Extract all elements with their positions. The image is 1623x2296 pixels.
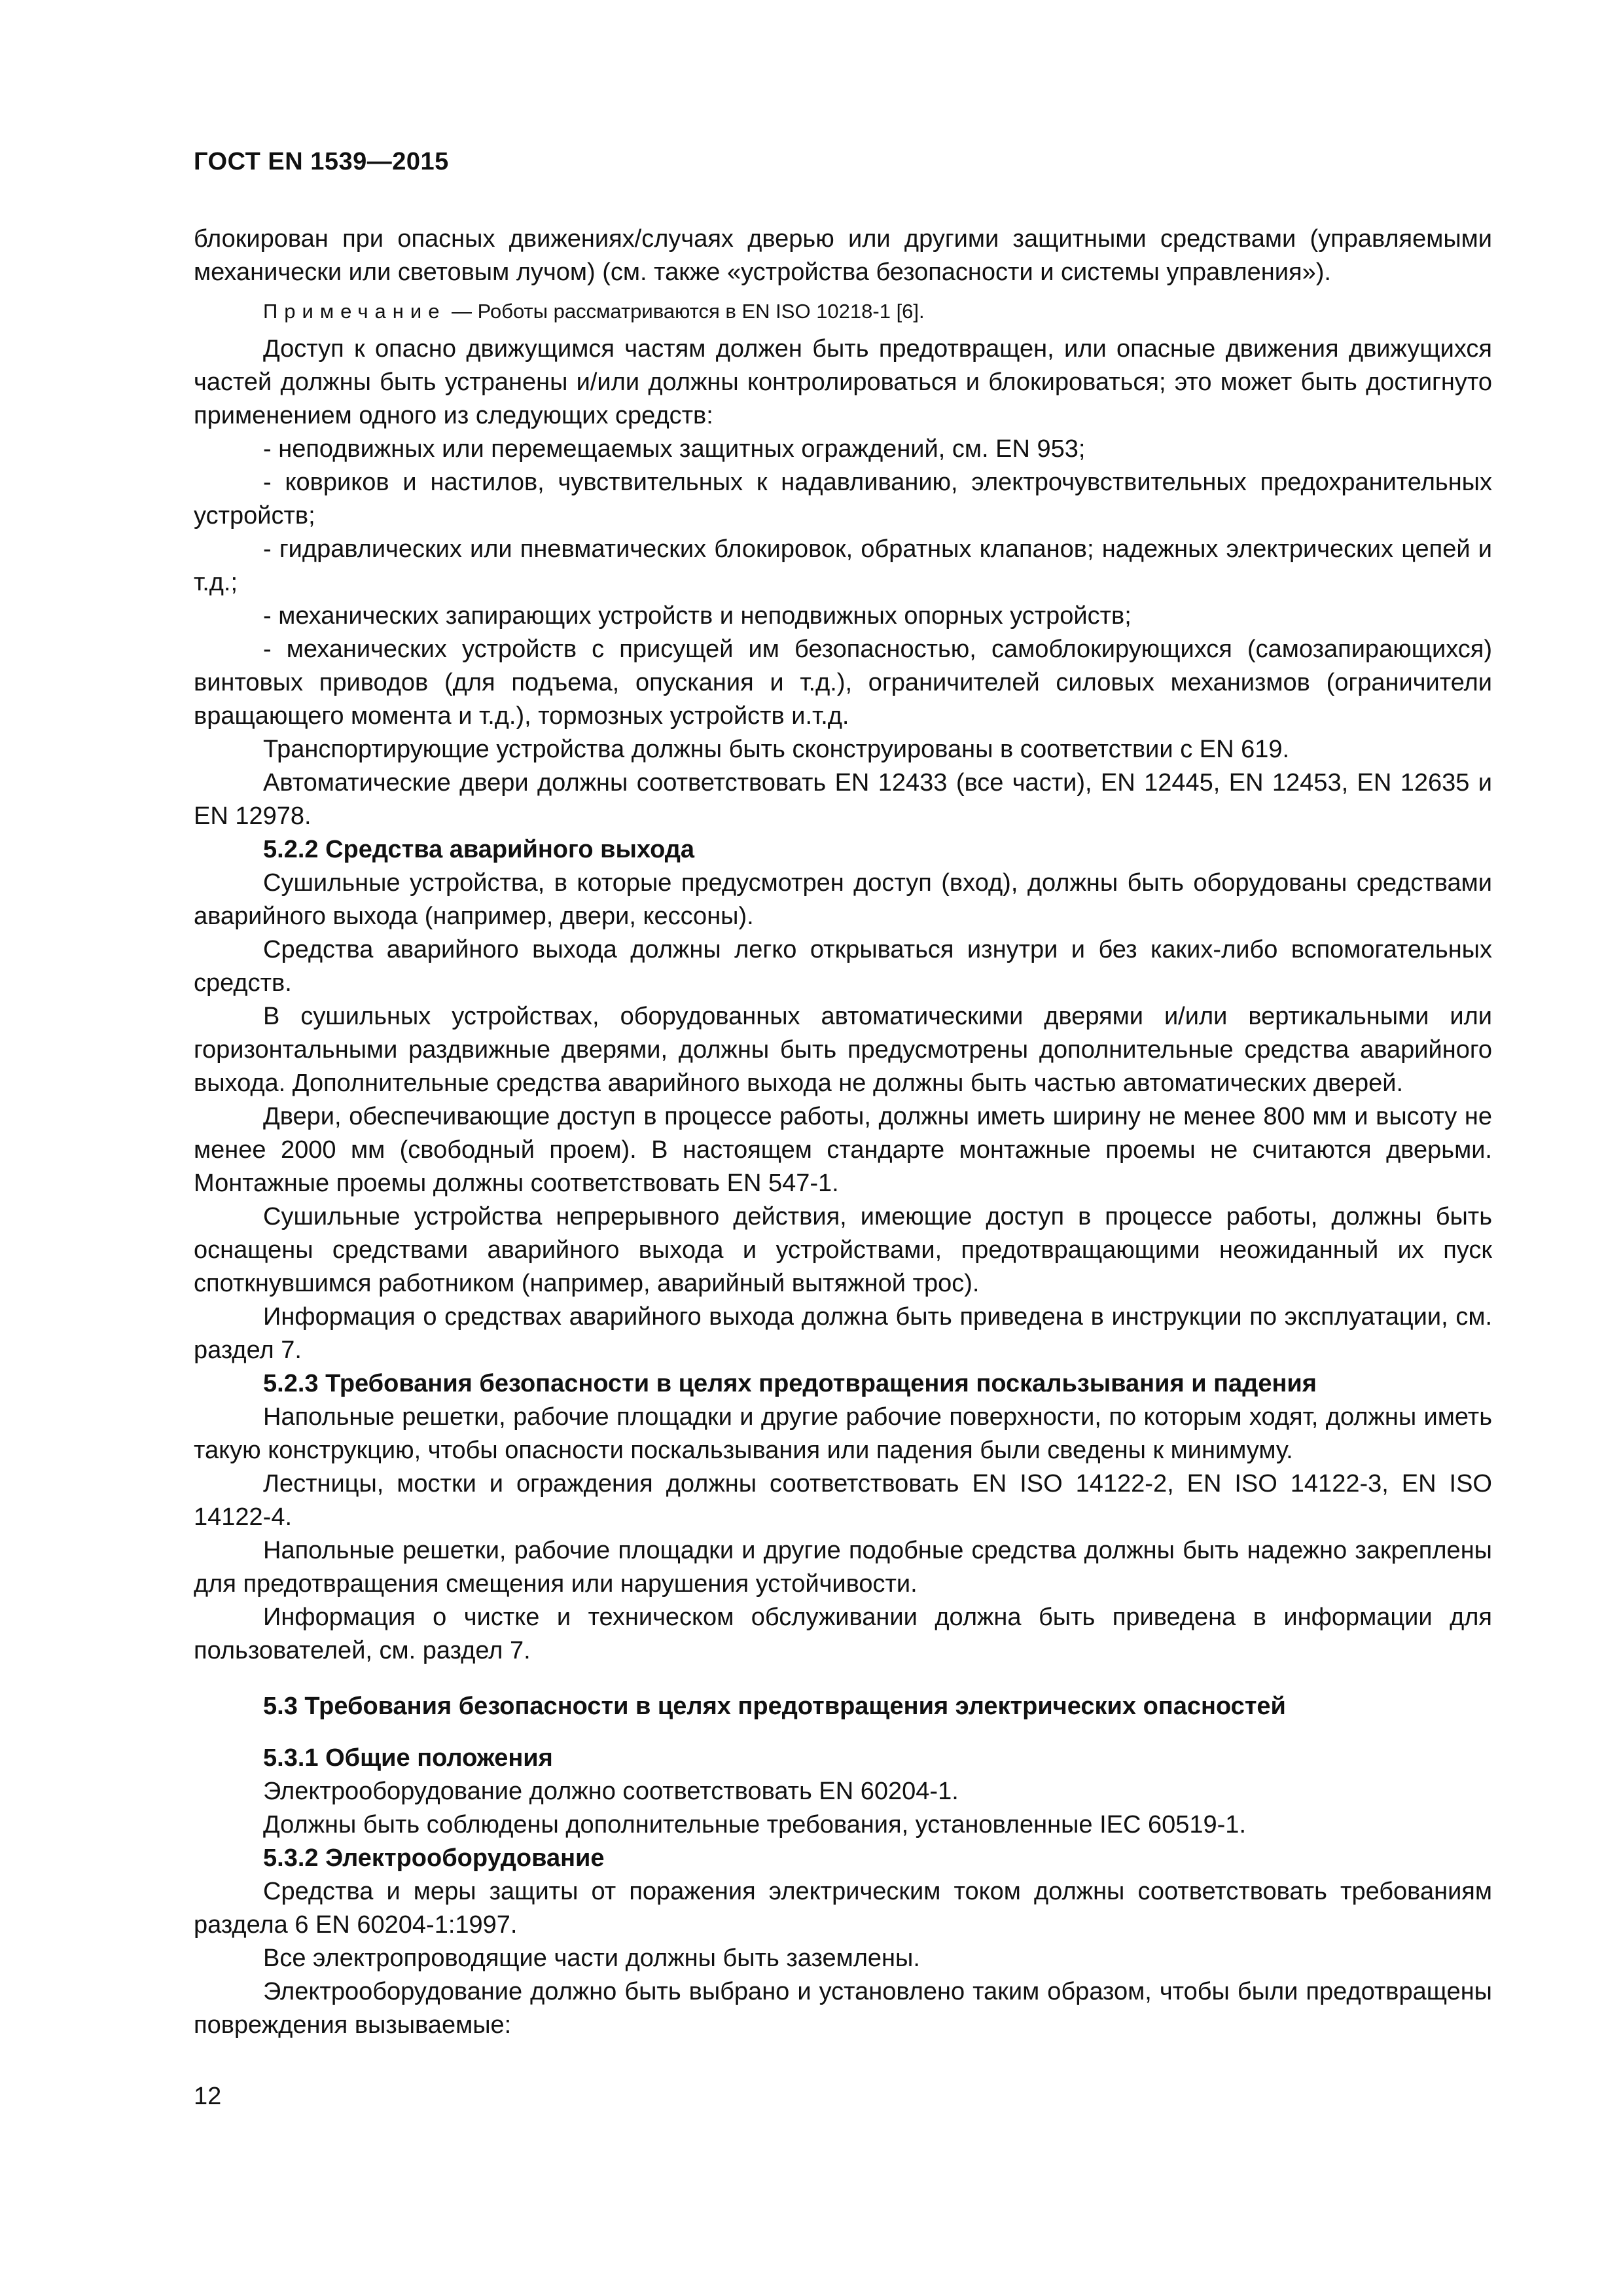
list-item: - неподвижных или перемещаемых защитных ограждений, см. EN 953; (263, 435, 1086, 463)
list-item: - гидравлических или пневматических блокировок, обратных клапанов; надежных электрических цепей и т.д.; (194, 535, 1492, 596)
paragraph: Все электропроводящие части должны быть заземлены. (263, 1945, 920, 1972)
note-label: Примечание (263, 300, 446, 323)
paragraph: Сушильные устройства, в которые предусмотрен доступ (вход), должны быть оборудованы средствами аварийного выхода (например, двери, кессоны). (194, 869, 1492, 930)
list-item: - ковриков и настилов, чувствительных к надавливанию, электрочувствительных предохранительных устройств; (194, 469, 1492, 529)
paragraph: Электрооборудование должно быть выбрано и установлено таким образом, чтобы были предотвращены повреждения вызываемые: (194, 1978, 1492, 2039)
note (194, 297, 1492, 326)
paragraph: Информация о средствах аварийного выхода должна быть приведена в инструкции по эксплуатации, см. раздел 7. (194, 1303, 1492, 1364)
paragraph: Средства аварийного выхода должны легко открываться изнутри и без каких-либо вспомогательных средств. (194, 936, 1492, 997)
standard-code-header: ГОСТ EN 1539—2015 (194, 148, 449, 175)
section-heading-5-3: 5.3 Требования безопасности в целях предотвращения электрических опасностей (263, 1693, 1286, 1720)
paragraph: Электрооборудование должно соответствовать EN 60204-1. (263, 1778, 959, 1805)
paragraph: блокирован при опасных движениях/случаях дверью или другими защитными средствами (управляемыми механически или световым лучом) (см. также «устройства безопасности и системы управления»). (194, 225, 1492, 286)
document-body (194, 223, 1492, 2042)
list-item: - механических запирающих устройств и неподвижных опорных устройств; (263, 602, 1132, 630)
paragraph: Доступ к опасно движущимся частям должен быть предотвращен, или опасные движения движущихся частей должны быть устранены и/или должны контролироваться и блокироваться; это может быть достигнуто применением одного из следующих средств: (194, 335, 1492, 429)
section-heading-5-3-1: 5.3.1 Общие положения (263, 1744, 553, 1772)
paragraph: Транспортирующие устройства должны быть сконструированы в соответствии с EN 619. (263, 736, 1290, 763)
page-number: 12 (194, 2083, 222, 2110)
paragraph: В сушильных устройствах, оборудованных автоматическими дверями и/или вертикальными или горизонтальными раздвижные дверями, должны быть предусмотрены дополнительные средства аварийного выхода. Дополнительные средства аварийного выхода не должны быть частью автоматических дверей. (194, 1003, 1492, 1097)
paragraph: Средства и меры защиты от поражения электрическим током должны соответствовать требованиям раздела 6 EN 60204-1:1997. (194, 1878, 1492, 1939)
paragraph: Напольные решетки, рабочие площадки и другие подобные средства должны быть надежно закреплены для предотвращения смещения или нарушения устойчивости. (194, 1537, 1492, 1598)
paragraph: Информация о чистке и техническом обслуживании должна быть приведена в информации для пользователей, см. раздел 7. (194, 1604, 1492, 1664)
paragraph: Напольные решетки, рабочие площадки и другие рабочие поверхности, по которым ходят, должны иметь такую конструкцию, чтобы опасности поскальзывания или падения были сведены к минимуму. (194, 1403, 1492, 1464)
paragraph: Лестницы, мостки и ограждения должны соответствовать EN ISO 14122-2, EN ISO 14122-3, EN ISO 14122-4. (194, 1470, 1492, 1531)
paragraph: Двери, обеспечивающие доступ в процессе работы, должны иметь ширину не менее 800 мм и высоту не менее 2000 мм (свободный проем). В настоящем стандарте монтажные проемы не считаются дверьми. Монтажные проемы должны соответствовать EN 547-1. (194, 1103, 1492, 1197)
paragraph: Должны быть соблюдены дополнительные требования, установленные IEC 60519-1. (263, 1811, 1247, 1839)
note-text: — Роботы рассматриваются в EN ISO 10218-1 [6]. (446, 300, 925, 323)
list-item: - механических устройств с присущей им безопасностью, самоблокирующихся (самозапирающихся) винтовых приводов (для подъема, опускания и т.д.), ограничителей силовых механизмов (ограничители вращающего момента и т.д.), тормозных устройств и.т.д. (194, 636, 1492, 730)
paragraph: Автоматические двери должны соответствовать EN 12433 (все части), EN 12445, EN 12453, EN 12635 и EN 12978. (194, 769, 1492, 830)
section-heading-5-3-2: 5.3.2 Электрооборудование (263, 1844, 605, 1872)
paragraph: Сушильные устройства непрерывного действия, имеющие доступ в процессе работы, должны быть оснащены средствами аварийного выхода и устройствами, предотвращающими неожиданный их пуск споткнувшимся работником (например, аварийный вытяжной трос). (194, 1203, 1492, 1297)
section-heading-5-2-2: 5.2.2 Средства аварийного выхода (263, 836, 695, 863)
section-heading-5-2-3: 5.2.3 Требования безопасности в целях предотвращения поскальзывания и падения (263, 1370, 1317, 1397)
